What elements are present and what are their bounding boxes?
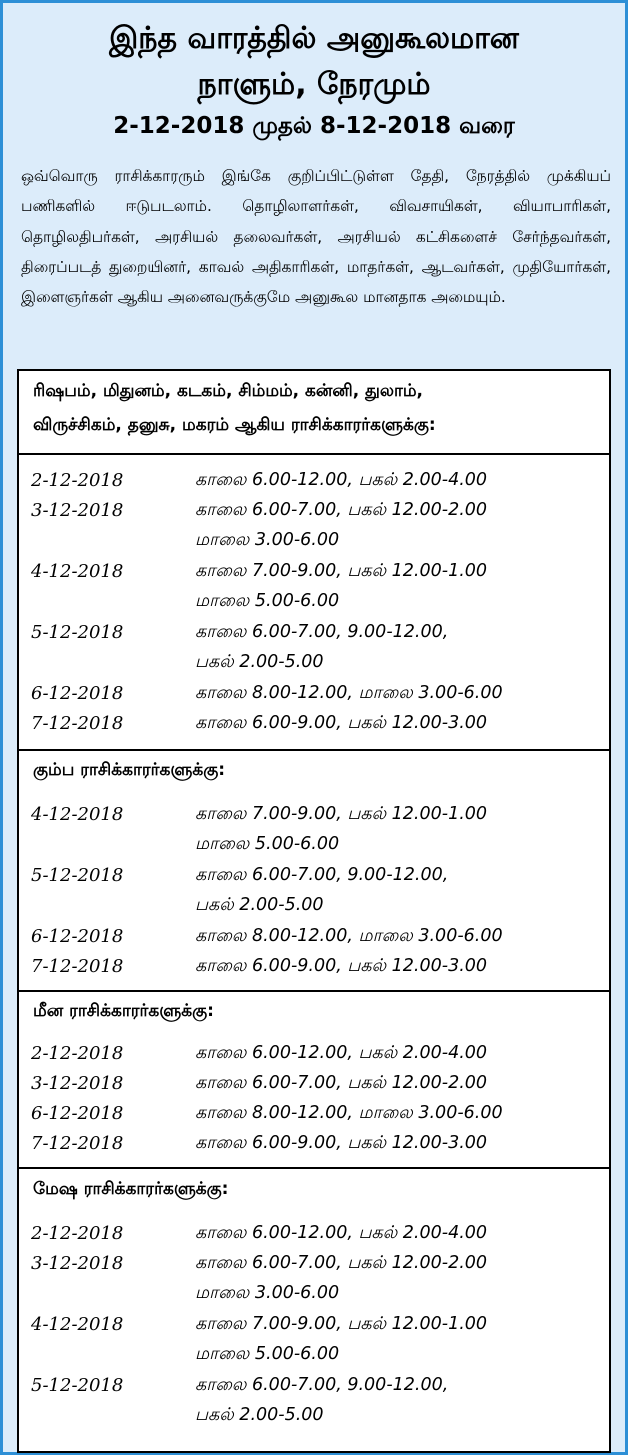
row-date: 6-12-2018	[31, 1103, 124, 1124]
section-divider	[19, 990, 609, 992]
row-time: காலை 7.00-9.00, பகல் 12.00-1.00	[195, 804, 488, 824]
row-date: 7-12-2018	[31, 956, 124, 977]
row-time: காலை 8.00-12.00, மாலை 3.00-6.00	[195, 926, 503, 946]
section-divider	[19, 453, 609, 455]
row-time-cont: மாலை 5.00-6.00	[195, 1344, 340, 1364]
row-time: காலை 6.00-9.00, பகல் 12.00-3.00	[195, 1133, 488, 1153]
row-time: காலை 6.00-7.00, 9.00-12.00,	[195, 622, 449, 642]
page-subtitle: நாளும், நேரமும்	[197, 67, 431, 102]
row-date: 3-12-2018	[31, 1073, 124, 1094]
row-time: காலை 6.00-12.00, பகல் 2.00-4.00	[195, 470, 488, 490]
row-date: 3-12-2018	[31, 1253, 124, 1274]
row-time: காலை 6.00-7.00, 9.00-12.00,	[195, 865, 449, 885]
row-time: காலை 6.00-7.00, 9.00-12.00,	[195, 1375, 449, 1395]
row-time-cont: மாலை 5.00-6.00	[195, 834, 340, 854]
row-time: காலை 6.00-12.00, பகல் 2.00-4.00	[195, 1043, 488, 1063]
row-date: 2-12-2018	[31, 470, 124, 491]
row-time: காலை 7.00-9.00, பகல் 12.00-1.00	[195, 561, 488, 581]
section-heading: ரிஷபம், மிதுனம், கடகம், சிம்மம், கன்னி, துலாம்,	[33, 381, 423, 401]
row-date: 2-12-2018	[31, 1043, 124, 1064]
row-time-cont: மாலை 3.00-6.00	[195, 1283, 340, 1303]
page-title: இந்த வாரத்தில் அனுகூலமான	[109, 21, 519, 56]
row-date: 5-12-2018	[31, 1375, 124, 1396]
row-date: 4-12-2018	[31, 561, 124, 582]
row-time: காலை 8.00-12.00, மாலை 3.00-6.00	[195, 683, 503, 703]
row-date: 7-12-2018	[31, 1133, 124, 1154]
intro-paragraph: ஒவ்வொரு ராசிக்காரரும் இங்கே குறிப்பிட்டுள்ள தேதி, நேரத்தில் முக்கியப் பணிகளில் ஈடுபடலாம். தொழிலாளர்கள், விவசாயிகள், வியாபாரிகள், தொழிலதிபர்கள், அரசியல் தலைவர்கள், அரசியல் கட்சிகளைச் சேர்ந்தவர்கள், திரைப்படத் துறையினர், காவல் அதிகாரிகள், மாதர்கள், ஆடவர்கள், முதியோர்கள், இளைஞர்கள் ஆகிய அனைவருக்குமே அனுகூல மானதாக அமையும்.	[21, 167, 611, 307]
row-time: காலை 6.00-9.00, பகல் 12.00-3.00	[195, 956, 488, 976]
row-date: 7-12-2018	[31, 713, 124, 734]
row-time-cont: மாலை 5.00-6.00	[195, 591, 340, 611]
row-date: 4-12-2018	[31, 1314, 124, 1335]
row-time: காலை 6.00-7.00, பகல் 12.00-2.00	[195, 1253, 488, 1273]
row-time-cont: பகல் 2.00-5.00	[195, 652, 324, 672]
row-date: 5-12-2018	[31, 865, 124, 886]
section-heading: விருச்சிகம், தனுசு, மகரம் ஆகிய ராசிக்காரர்களுக்கு:	[33, 415, 436, 435]
row-time-cont: பகல் 2.00-5.00	[195, 895, 324, 915]
section-divider	[19, 1167, 609, 1169]
section-divider	[19, 749, 609, 751]
row-date: 6-12-2018	[31, 926, 124, 947]
row-date: 2-12-2018	[31, 1223, 124, 1244]
schedule-table	[17, 369, 611, 1453]
row-date: 3-12-2018	[31, 500, 124, 521]
row-date: 4-12-2018	[31, 804, 124, 825]
row-date: 5-12-2018	[31, 622, 124, 643]
row-time-cont: மாலை 3.00-6.00	[195, 530, 340, 550]
section-heading: மேஷ ராசிக்காரர்களுக்கு:	[33, 1179, 229, 1199]
row-time-cont: பகல் 2.00-5.00	[195, 1405, 324, 1425]
row-time: காலை 6.00-7.00, பகல் 12.00-2.00	[195, 500, 488, 520]
section-heading: மீன ராசிக்காரர்களுக்கு:	[33, 1001, 214, 1021]
row-time: காலை 8.00-12.00, மாலை 3.00-6.00	[195, 1103, 503, 1123]
row-time: காலை 6.00-7.00, பகல் 12.00-2.00	[195, 1073, 488, 1093]
row-date: 6-12-2018	[31, 683, 124, 704]
section-heading: கும்ப ராசிக்காரர்களுக்கு:	[33, 760, 226, 780]
row-time: காலை 6.00-9.00, பகல் 12.00-3.00	[195, 713, 488, 733]
row-time: காலை 7.00-9.00, பகல் 12.00-1.00	[195, 1314, 488, 1334]
date-range: 2-12-2018 முதல் 8-12-2018 வரை	[113, 113, 515, 139]
row-time: காலை 6.00-12.00, பகல் 2.00-4.00	[195, 1223, 488, 1243]
